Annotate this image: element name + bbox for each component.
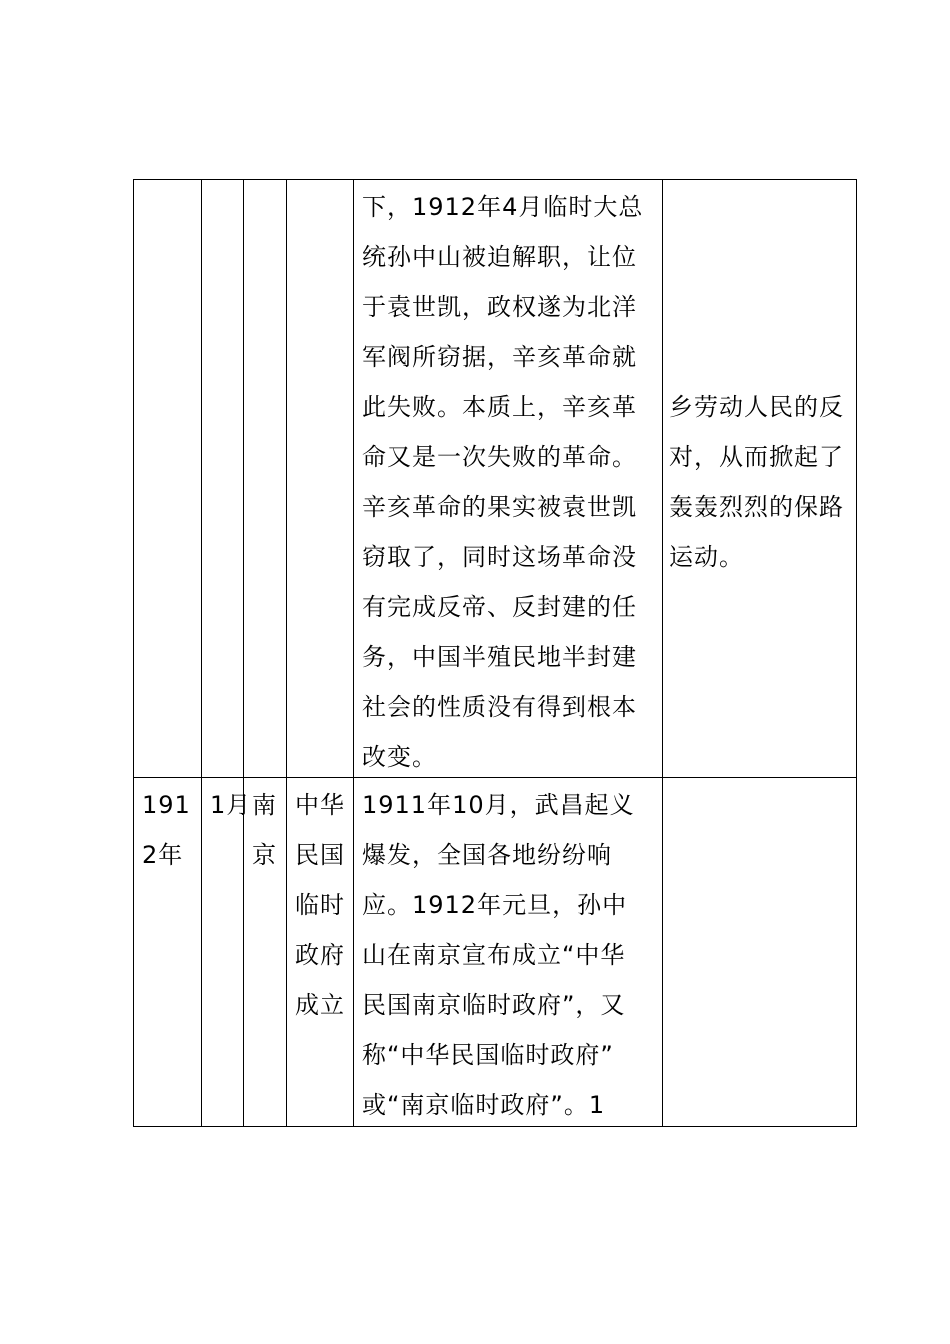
col-divider-event [353, 179, 354, 1127]
col-divider-month [243, 179, 244, 1127]
text-line: 命又是一次失败的革命。 [362, 443, 637, 471]
text-line: 京 [252, 841, 277, 869]
table-top-border [133, 179, 857, 180]
text-line: 政府 [295, 941, 345, 969]
text-line: 对，从而掀起了 [669, 443, 844, 471]
text-line: 山在南京宣布成立“中华 [362, 941, 626, 969]
text-line: 爆发，全国各地纷纷响 [362, 841, 612, 869]
text-line: 中华 [295, 791, 345, 819]
text-line: 下，1912年4月临时大总 [362, 193, 644, 221]
text-line: 191 [142, 791, 191, 819]
text-line: 应。1912年元旦，孙中 [362, 891, 628, 919]
text-line: 轰轰烈烈的保路 [669, 493, 844, 521]
text-line: 务，中国半殖民地半封建 [362, 643, 637, 671]
col-divider-year [201, 179, 202, 1127]
text-line: 2年 [142, 841, 184, 869]
text-line: 改变。 [362, 743, 437, 771]
text-line: 1月 [210, 791, 252, 819]
text-line: 辛亥革命的果实被袁世凯 [362, 493, 637, 521]
row-divider [133, 777, 857, 778]
text-line: 1911年10月，武昌起义 [362, 791, 635, 819]
text-line: 民国 [295, 841, 345, 869]
table-left-border [133, 179, 134, 1127]
text-line: 临时 [295, 891, 345, 919]
text-line: 乡劳动人民的反 [669, 393, 844, 421]
table-right-border [856, 179, 857, 1127]
text-line: 统孙中山被迫解职，让位 [362, 243, 637, 271]
text-line: 或“南京临时政府”。1 [362, 1091, 606, 1119]
text-line: 民国南京临时政府”，又 [362, 991, 626, 1019]
text-line: 军阀所窃据，辛亥革命就 [362, 343, 637, 371]
text-line: 于袁世凯，政权遂为北洋 [362, 293, 637, 321]
text-line: 社会的性质没有得到根本 [362, 693, 637, 721]
text-line: 成立 [295, 991, 345, 1019]
text-line: 南 [252, 791, 277, 819]
col-divider-place [286, 179, 287, 1127]
col-divider-description [662, 179, 663, 1127]
text-line: 窃取了，同时这场革命没 [362, 543, 637, 571]
text-line: 称“中华民国临时政府” [362, 1041, 614, 1069]
text-line: 此失败。本质上，辛亥革 [362, 393, 637, 421]
text-line: 有完成反帝、反封建的任 [362, 593, 637, 621]
text-line: 运动。 [669, 543, 744, 571]
